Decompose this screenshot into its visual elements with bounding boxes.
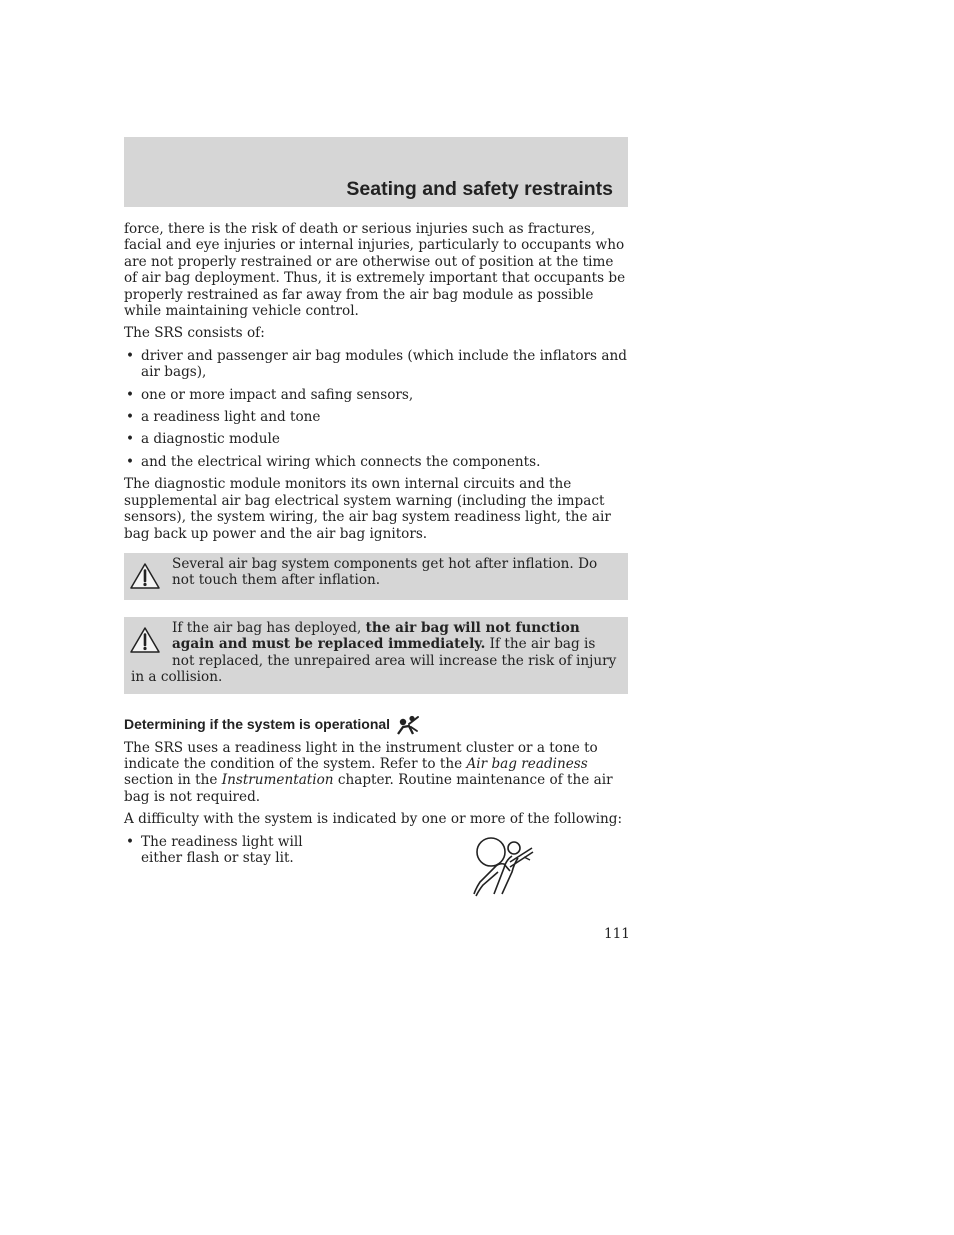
srs-intro: The SRS consists of: bbox=[124, 325, 265, 342]
list-item: • one or more impact and safing sensors, bbox=[124, 387, 628, 403]
srs-components-list bbox=[124, 348, 628, 470]
intro-paragraph: force, there is the risk of death or serious injuries such as fractures, facial and eye injuries or internal injuries, particularly to occupants who are not properly restrained or are otherwise out of position at the time of air bag deployment. Thus, it is extremely important that occupants be properly restrained as far away from the air bag module as possible while maintaining vehicle control. bbox=[124, 221, 626, 320]
page-content bbox=[124, 221, 628, 872]
warning-text-start: If the air bag has deployed, bbox=[172, 619, 366, 636]
text-span: section in the bbox=[124, 772, 222, 789]
page-number: 111 bbox=[604, 926, 630, 942]
difficulty-section bbox=[124, 834, 628, 867]
section-title: Seating and safety restraints bbox=[346, 178, 613, 200]
section-header bbox=[124, 137, 628, 207]
list-item: • driver and passenger air bag modules (which include the inflators and air bags), bbox=[124, 348, 628, 381]
list-item: • a diagnostic module bbox=[124, 431, 628, 447]
list-item: • and the electrical wiring which connects the components. bbox=[124, 454, 628, 470]
airbag-readiness-icon bbox=[470, 836, 536, 898]
list-item: • The readiness light will either flash or stay lit. bbox=[124, 834, 344, 867]
warning-box-deployed bbox=[124, 617, 628, 694]
text-span: The SRS uses a readiness light in the instrument cluster or a tone to indicate the condition of the system. Refer to the bbox=[124, 739, 598, 772]
list-item: • a readiness light and tone bbox=[124, 409, 628, 425]
airbag-icon bbox=[395, 714, 421, 736]
warning-text-end: If the air bag is not replaced, the unrepaired area will increase the risk of injury in a collision. bbox=[131, 636, 617, 686]
warning-text-bold: the air bag will not function again and must be replaced immediately. bbox=[172, 619, 580, 653]
srs-readiness-paragraph bbox=[124, 740, 628, 806]
section-heading-text: Determining if the system is operational bbox=[124, 716, 391, 733]
warning-triangle-icon bbox=[129, 562, 161, 590]
warning-box-hot-components bbox=[124, 553, 628, 600]
warning-triangle-icon bbox=[129, 626, 161, 654]
text-span: chapter. Routine maintenance of the air bag is not required. bbox=[124, 772, 613, 805]
difficulty-list bbox=[124, 834, 344, 867]
difficulty-paragraph: A difficulty with the system is indicated by one or more of the following: bbox=[124, 811, 623, 828]
reference-airbag-readiness: Air bag readiness bbox=[466, 755, 588, 772]
warning-text: Several air bag system components get hot after inflation. Do not touch them after inflation. bbox=[172, 555, 598, 589]
diagnostic-paragraph: The diagnostic module monitors its own internal circuits and the supplemental air bag electrical system warning (including the impact sensors), the system wiring, the air bag system readiness light, the air bag back up power and the air bag ignitors. bbox=[124, 476, 611, 542]
section-heading bbox=[124, 714, 628, 736]
warning-text bbox=[131, 620, 621, 686]
reference-instrumentation: Instrumentation bbox=[221, 772, 334, 789]
